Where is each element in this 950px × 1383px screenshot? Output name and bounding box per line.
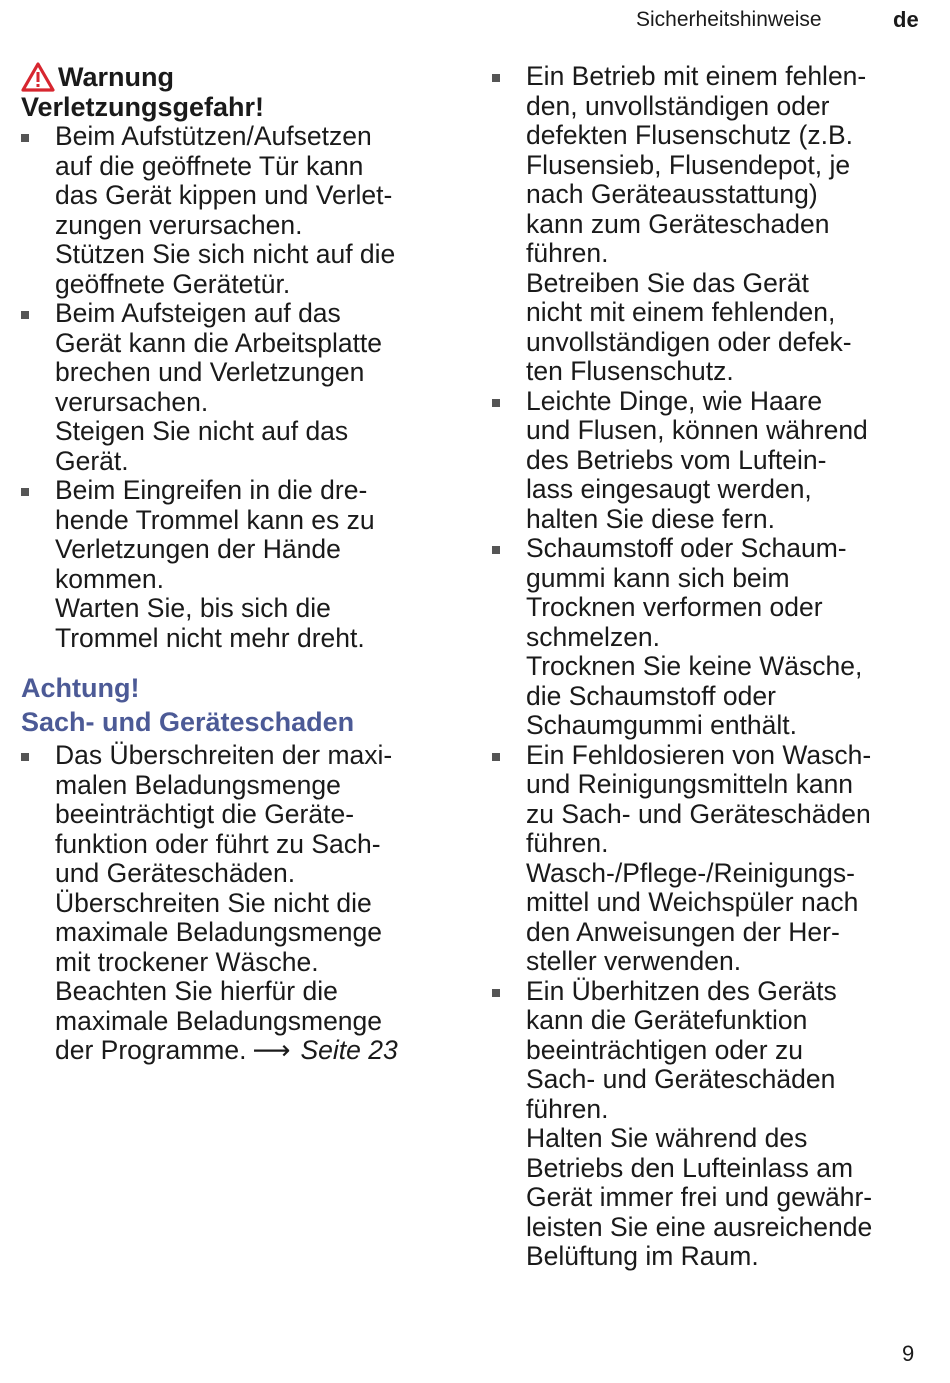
list-item-line: lass eingesaugt werden, [526, 474, 812, 504]
list-item-line: Beim Aufstützen/Aufsetzen [55, 121, 372, 151]
square-bullet-icon [21, 134, 29, 142]
list-item-line: maximale Beladungsmenge [55, 917, 383, 947]
list-item-line: Verletzungen der Hände [55, 534, 341, 564]
list-item-line: leisten Sie eine ausreichende [526, 1211, 873, 1242]
list-item-line: Gerät immer frei und gewähr- [526, 1182, 873, 1212]
warning-heading [21, 62, 466, 92]
left-column [21, 62, 466, 1066]
list-item [21, 476, 466, 653]
list-item-line: beeinträchtigt die Geräte- [55, 799, 355, 829]
list-item-line: Gerät. [55, 445, 129, 476]
list-item-line: ten Flusenschutz. [526, 356, 734, 386]
warning-list [21, 122, 466, 653]
list-item [488, 741, 928, 977]
list-item-line: Stützen Sie sich nicht auf die [55, 239, 396, 269]
list-item [488, 534, 928, 741]
list-item-line: funktion oder führt zu Sach- [55, 828, 381, 859]
list-item-line: verursachen. [55, 386, 209, 417]
list-item-line: mittel und Weichspüler nach [526, 887, 859, 917]
list-item-line: Wasch-/Pflege-/Reinigungs- [526, 857, 855, 888]
list-item-line: halten Sie diese fern. [526, 503, 775, 534]
list-item [488, 387, 928, 535]
caution-list-right [488, 62, 928, 1272]
square-bullet-icon [21, 311, 29, 319]
list-item-line: und Geräteschäden. [55, 858, 296, 888]
list-item-line: gummi kann sich beim [526, 562, 790, 593]
list-item-line: defekten Flusenschutz (z.B. [526, 120, 853, 150]
square-bullet-icon [492, 753, 500, 761]
list-item-line: Schaumgummi enthält. [526, 710, 798, 740]
list-item-line: beeinträchtigen oder zu [526, 1034, 803, 1065]
warning-subtitle: Verletzungsgefahr! [21, 92, 265, 122]
list-item-line: Ein Überhitzen des Geräts [526, 975, 837, 1006]
list-item-line: maximale Beladungsmenge [55, 1005, 383, 1036]
warning-triangle-icon [21, 62, 55, 92]
list-item-line: Trocknen verformen oder [526, 592, 823, 622]
page-reference-link[interactable]: Seite 23 [300, 1035, 398, 1065]
list-item-line: Warten Sie, bis sich die [55, 593, 331, 623]
list-item-line: Überschreiten Sie nicht die [55, 887, 372, 918]
right-column [488, 62, 928, 1272]
list-item-line: und Flusen, können während [526, 415, 868, 445]
list-item-line-with-reference [55, 1036, 466, 1066]
list-item-line: führen. [526, 1093, 609, 1124]
list-item [488, 977, 928, 1272]
list-item-line: Trommel nicht mehr dreht. [55, 622, 365, 653]
list-item-line: zu Sach- und Geräteschäden [526, 798, 871, 829]
warning-title: Warnung [58, 62, 174, 92]
header-language-code: de [893, 7, 919, 32]
list-item-line: nicht mit einem fehlenden, [526, 297, 836, 327]
header-section-title: Sicherheitshinweise [636, 8, 822, 31]
list-item-line: schmelzen. [526, 621, 661, 652]
square-bullet-icon [492, 989, 500, 997]
list-item-line: Flusensieb, Flusendepot, je [526, 149, 851, 180]
square-bullet-icon [21, 753, 29, 761]
page-number: 9 [902, 1341, 915, 1366]
list-item-line: auf die geöffnete Tür kann [55, 150, 364, 181]
list-item-line: kann die Gerätefunktion [526, 1005, 808, 1035]
list-item-line: Belüftung im Raum. [526, 1241, 759, 1271]
square-bullet-icon [492, 546, 500, 554]
list-item-line: Leichte Dinge, wie Haare [526, 385, 823, 416]
caution-list-left [21, 741, 466, 1066]
list-item-line: des Betriebs vom Luftein- [526, 444, 827, 475]
list-item [21, 741, 466, 1066]
list-item-line: und Reinigungsmitteln kann [526, 769, 854, 799]
square-bullet-icon [492, 74, 500, 82]
caution-subtitle: Sach- und Geräteschaden [21, 707, 355, 737]
list-item-line: kommen. [55, 563, 164, 594]
square-bullet-icon [21, 488, 29, 496]
list-item-line: Trocknen Sie keine Wäsche, [526, 651, 863, 681]
list-item [21, 299, 466, 476]
list-item [488, 62, 928, 387]
list-item-line: das Gerät kippen und Verlet- [55, 180, 393, 210]
list-item-line: Beim Aufsteigen auf das [55, 298, 341, 328]
list-item-line: steller verwenden. [526, 946, 742, 976]
list-item [21, 122, 466, 299]
list-item-line: Sach- und Geräteschäden [526, 1064, 836, 1094]
list-item-line: Beachten Sie hierfür die [55, 976, 338, 1006]
list-item-line: Ein Betrieb mit einem fehlen- [526, 61, 867, 91]
list-item-line: der Programme. [55, 1035, 247, 1065]
list-item-line: unvollständigen oder defek- [526, 326, 852, 357]
list-item-line: brechen und Verletzungen [55, 357, 365, 387]
square-bullet-icon [492, 399, 500, 407]
list-item-line: geöffnete Gerätetür. [55, 268, 291, 299]
list-item-line: den Anweisungen der Her- [526, 916, 840, 947]
list-item-line: Schaumstoff oder Schaum- [526, 533, 847, 563]
list-item-line: führen. [526, 828, 609, 858]
list-item-line: Gerät kann die Arbeitsplatte [55, 327, 383, 358]
list-item-line: Betreiben Sie das Gerät [526, 267, 809, 298]
list-item-line: Das Überschreiten der maxi- [55, 740, 393, 770]
list-item-line: nach Geräteausstattung) [526, 179, 818, 209]
list-item-line: führen. [526, 238, 609, 268]
list-item-line: Betriebs den Lufteinlass am [526, 1152, 854, 1183]
list-item-line: Beim Eingreifen in die dre- [55, 475, 368, 505]
list-item-line: Ein Fehldosieren von Wasch- [526, 739, 872, 770]
long-arrow-right-icon: ⟶ [252, 1035, 291, 1065]
list-item-line: kann zum Geräteschaden [526, 208, 830, 239]
caution-title: Achtung! [21, 673, 140, 703]
list-item-line: Halten Sie während des [526, 1123, 808, 1153]
list-item-line: malen Beladungsmenge [55, 769, 341, 800]
list-item-line: die Schaumstoff oder [526, 680, 776, 711]
list-item-line: den, unvollständigen oder [526, 90, 830, 121]
list-item-line: mit trockener Wäsche. [55, 946, 319, 977]
list-item-line: Steigen Sie nicht auf das [55, 416, 349, 446]
list-item-line: hende Trommel kann es zu [55, 504, 375, 535]
list-item-line: zungen verursachen. [55, 209, 303, 240]
